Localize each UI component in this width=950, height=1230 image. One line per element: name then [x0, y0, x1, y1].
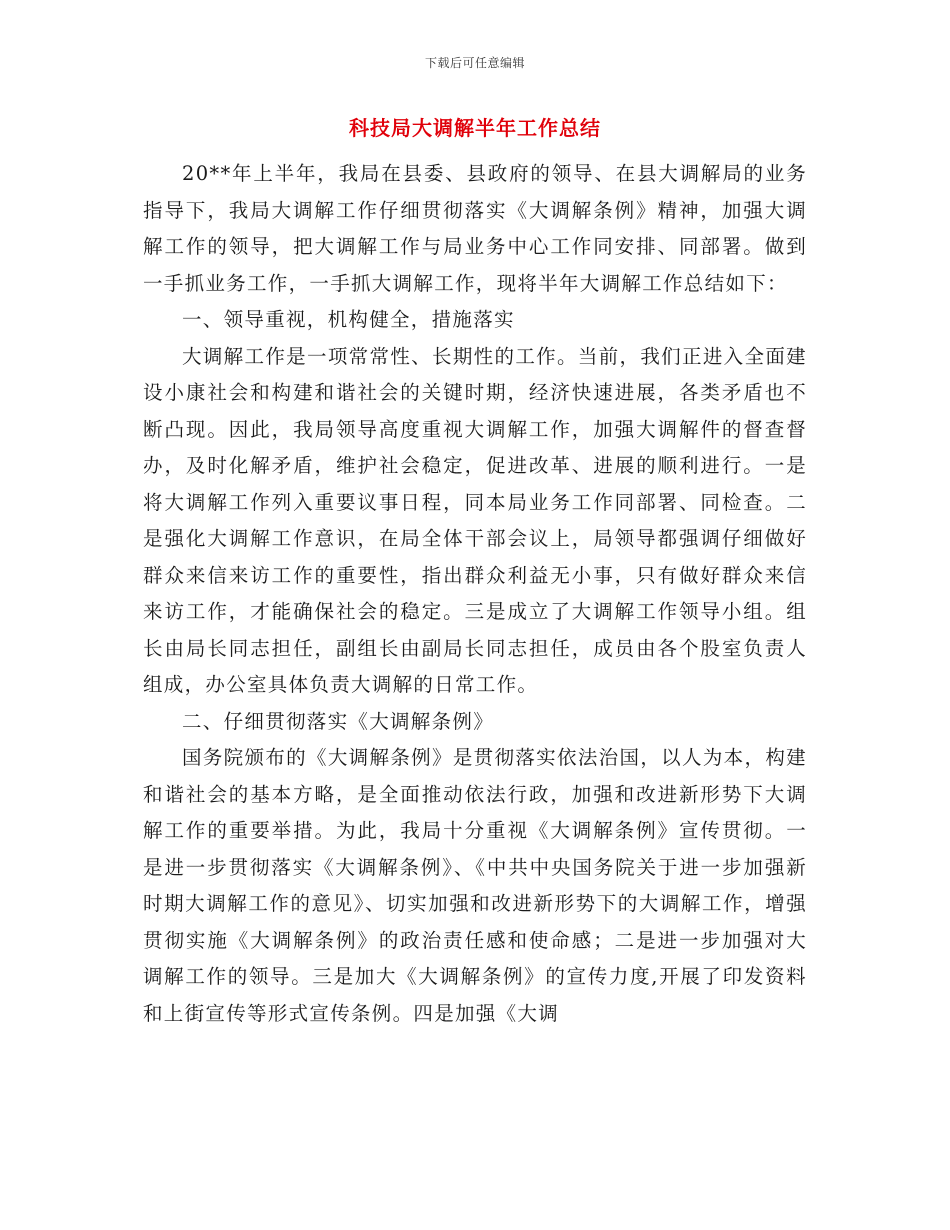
paragraph-section-2: 国务院颁布的《大调解条例》是贯彻落实依法治国，以人为本，构建和谐社会的基本方略，是全面推动依法行政，加强和改进新形势下大调解工作的重要举措。为此，我局十分重视《大调解条例》宣传贯彻。一是进一步贯彻落实《大调解条例》、《中共中央国务院关于进一步加强新时期大调解工作的意见》、切实加强和改进新形势下的大调解工作，增强贯彻实施《大调解条例》的政治责任感和使命感；二是进一步加强对大调解工作的领导。三是加大《大调解条例》的宣传力度,开展了印发资料和上街宣传等形式宣传条例。四是加强《大调 — [143, 746, 807, 1025]
paragraph-intro: 20**年上半年，我局在县委、县政府的领导、在县大调解局的业务指导下，我局大调解工作仔细贯彻落实《大调解条例》精神，加强大调解工作的领导，把大调解工作与局业务中心工作同安排、同部署。做到一手抓业务工作，一手抓大调解工作，现将半年大调解工作总结如下： — [143, 162, 807, 295]
section-heading-1: 一、领导重视，机构健全，措施落实 — [182, 308, 515, 331]
header-note: 下载后可任意编辑 — [424, 56, 525, 70]
document-body — [143, 156, 807, 1032]
paragraph-section-1: 大调解工作是一项常常性、长期性的工作。当前，我们正进入全面建设小康社会和构建和谐社会的关键时期，经济快速进展，各类矛盾也不断凸现。因此，我局领导高度重视大调解工作，加强大调解件的督查督办，及时化解矛盾，维护社会稳定，促进改革、进展的顺利进行。一是将大调解工作列入重要议事日程，同本局业务工作同部署、同检查。二是强化大调解工作意识，在局全体干部会议上，局领导都强调仔细做好群众来信来访工作的重要性，指出群众利益无小事，只有做好群众来信来访工作，才能确保社会的稳定。三是成立了大调解工作领导小组。组长由局长同志担任，副组长由副局长同志担任，成员由各个股室负责人组成，办公室具体负责大调解的日常工作。 — [143, 344, 807, 696]
section-heading-2: 二、仔细贯彻落实《大调解条例》 — [182, 709, 495, 733]
document-title: 科技局大调解半年工作总结 — [349, 116, 601, 140]
